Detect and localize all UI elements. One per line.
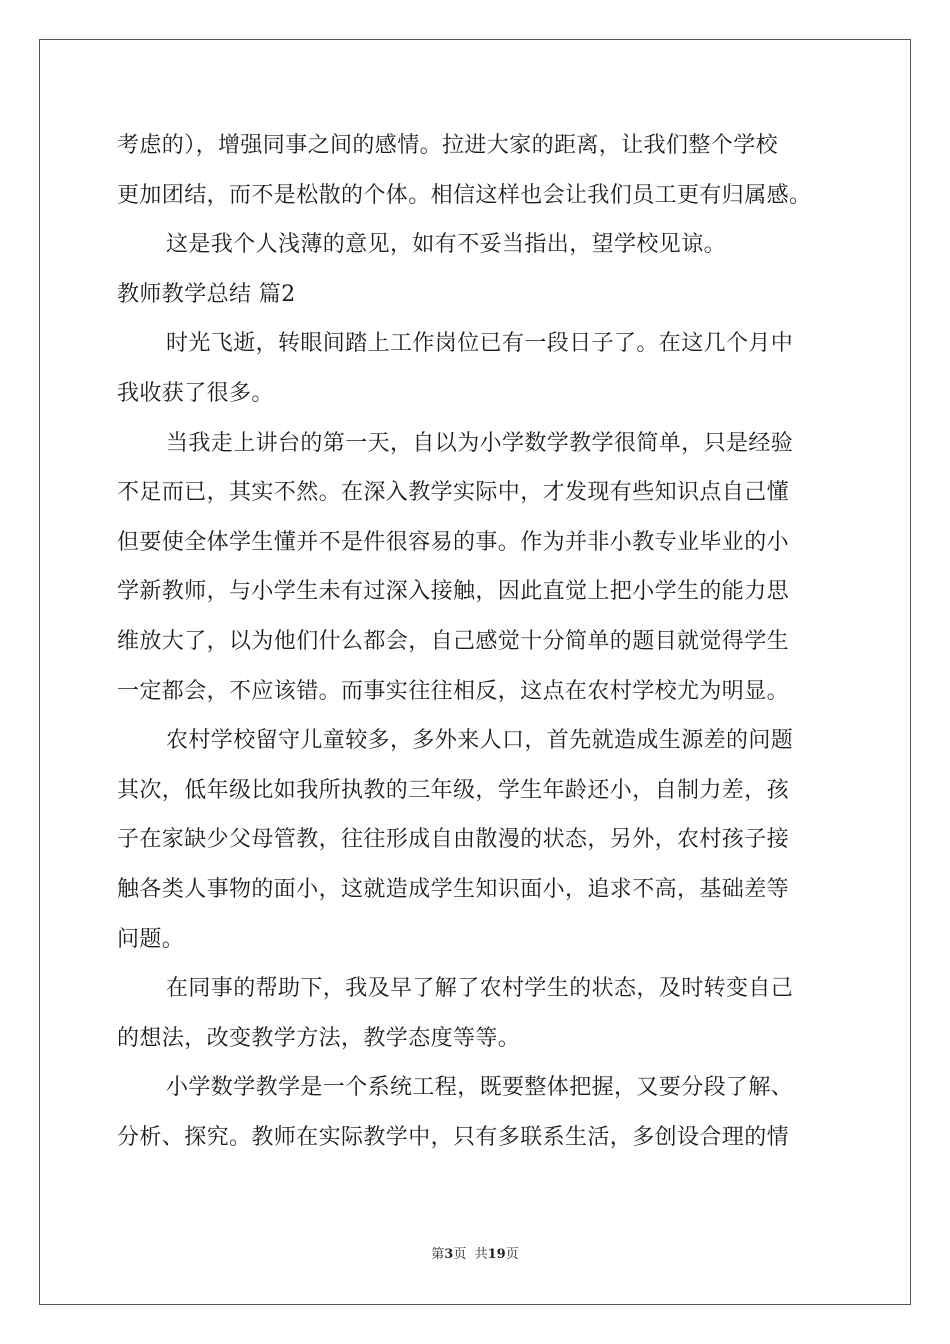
footer-page-number: 3: [444, 1247, 454, 1262]
text-line: 我收获了很多。: [117, 380, 274, 406]
text-line: 时光飞逝，转眼间踏上工作岗位已有一段日子了。在这几个月中: [166, 331, 794, 357]
footer-page-mid: 页 共: [453, 1247, 488, 1262]
text-line: 子在家缺少父母管教，往往形成自由散漫的状态，另外，农村孩子接: [117, 827, 790, 853]
text-line: 问题。: [117, 926, 185, 952]
text-line: 的想法，改变教学方法，教学态度等等。: [117, 1025, 521, 1051]
page-footer: [0, 1243, 950, 1262]
text-line: 分析、探究。教师在实际教学中，只有多联系生活，多创设合理的情: [117, 1124, 790, 1150]
text-line: 学新教师，与小学生未有过深入接触，因此直觉上把小学生的能力思: [117, 579, 790, 605]
text-line: 更加团结，而不是松散的个体。相信这样也会让我们员工更有归属感。: [117, 182, 812, 208]
footer-total-pages: 19: [487, 1247, 506, 1262]
text-line: 小学数学教学是一个系统工程，既要整体把握，又要分段了解、: [166, 1075, 794, 1101]
text-line: 这是我个人浅薄的意见，如有不妥当指出，望学校见谅。: [166, 232, 727, 258]
footer-page-suffix: 页: [505, 1247, 519, 1262]
text-line: 维放大了，以为他们什么都会，自己感觉十分简单的题目就觉得学生: [117, 628, 790, 654]
text-line: 一定都会，不应该错。而事实往往相反，这点在农村学校尤为明显。: [117, 678, 790, 704]
text-line: 当我走上讲台的第一天，自以为小学数学教学很简单，只是经验: [166, 430, 794, 456]
text-line: 考虑的），增强同事之间的感情。拉进大家的距离，让我们整个学校: [117, 133, 779, 158]
text-line: 在同事的帮助下，我及早了解了农村学生的状态，及时转变自己: [166, 976, 794, 1002]
footer-page-prefix: 第: [431, 1247, 445, 1262]
document-body: [117, 121, 837, 1162]
text-line: 农村学校留守儿童较多，多外来人口，首先就造成生源差的问题: [166, 728, 794, 754]
text-line: 触各类人事物的面小，这就造成学生知识面小，追求不高，基础差等: [117, 876, 790, 902]
section-heading: 教师教学总结 篇2: [117, 281, 296, 307]
text-line: 不足而已，其实不然。在深入教学实际中，才发现有些知识点自己懂: [117, 480, 790, 506]
text-line: 但要使全体学生懂并不是件很容易的事。作为并非小教专业毕业的小: [117, 529, 790, 555]
text-line: 其次，低年级比如我所执教的三年级，学生年龄还小，自制力差，孩: [117, 777, 790, 803]
